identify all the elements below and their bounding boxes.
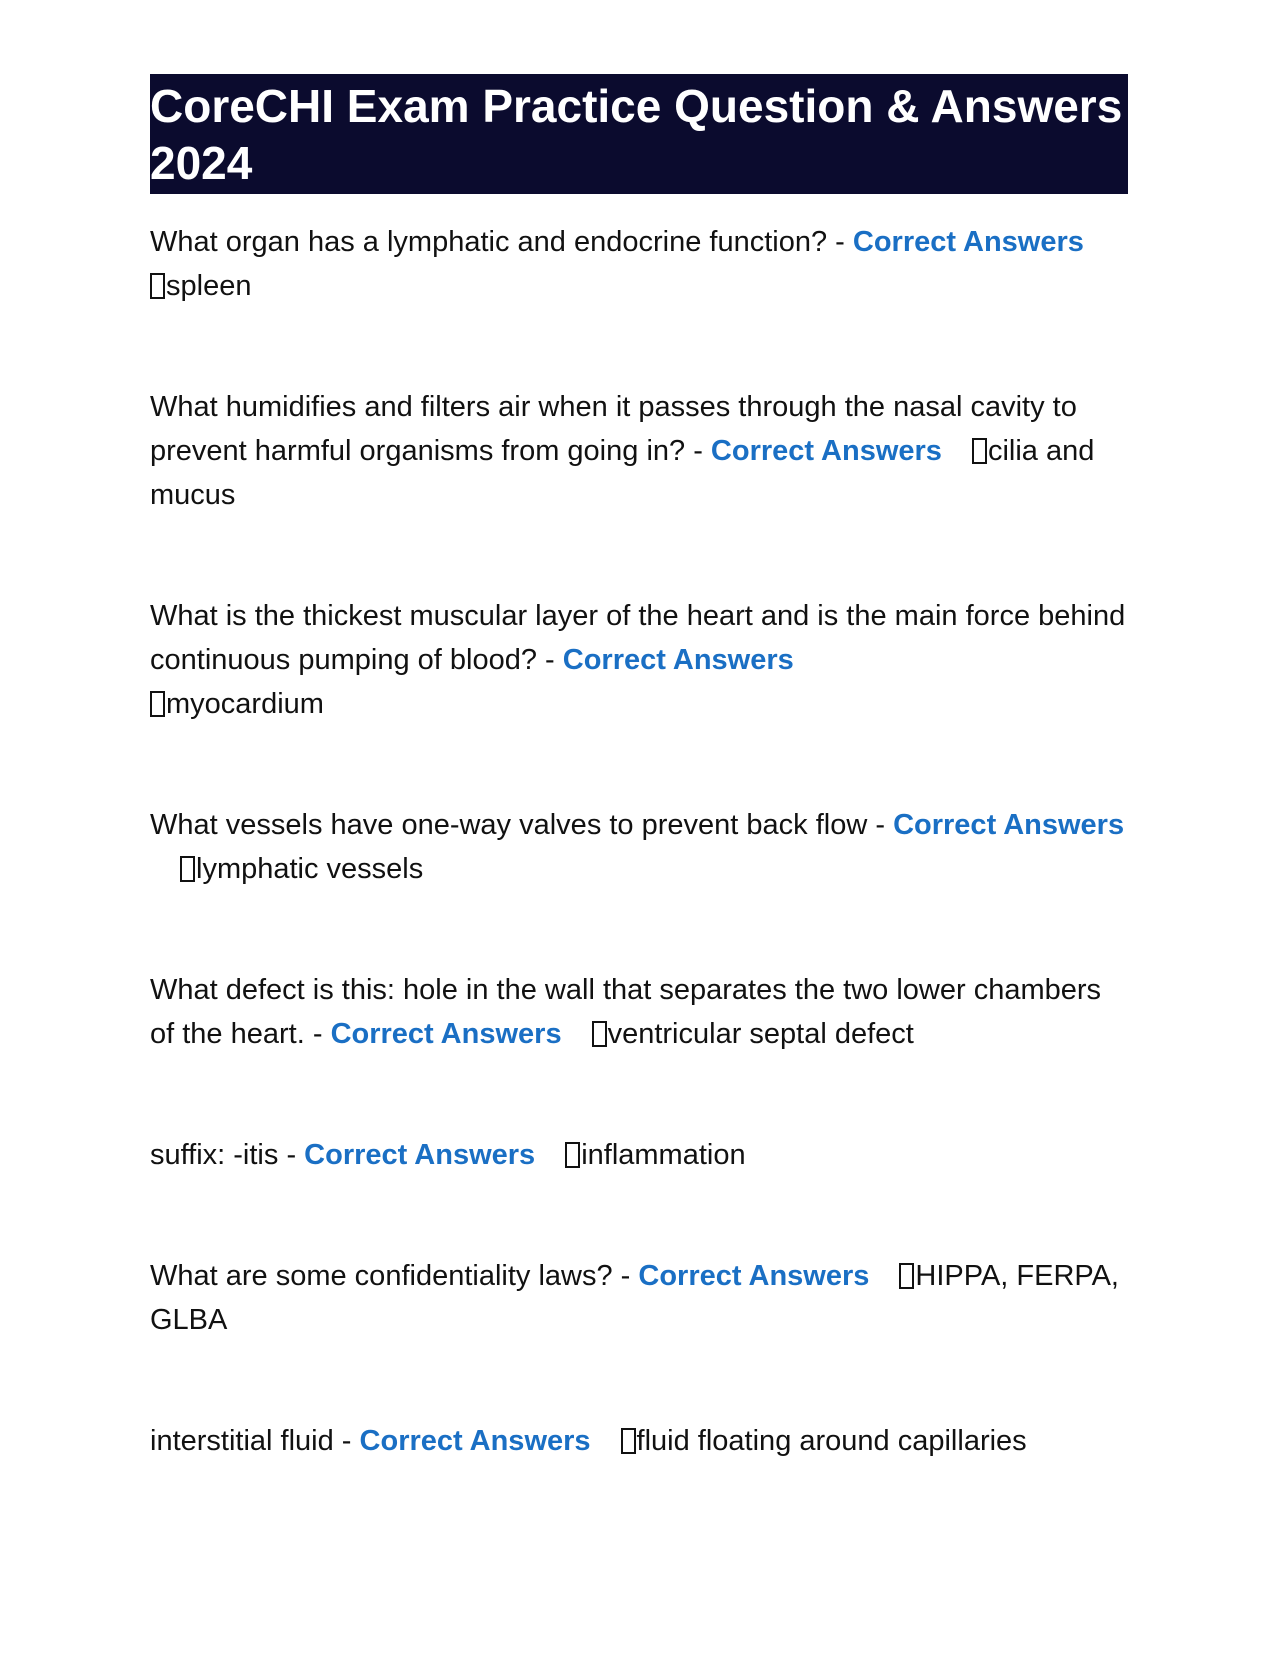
- separator: -: [685, 435, 711, 467]
- question-text: interstitial fluid: [150, 1425, 334, 1457]
- answer-text: inflammation: [581, 1139, 746, 1171]
- qa-item: [150, 968, 1128, 1056]
- qa-item: [150, 1254, 1128, 1342]
- qa-item: [150, 1419, 1128, 1463]
- qa-list: [150, 220, 1128, 1463]
- answer-text: ventricular septal defect: [607, 1018, 914, 1050]
- question-text: What organ has a lymphatic and endocrine function?: [150, 226, 828, 258]
- document-page: [150, 74, 1128, 1540]
- correct-answers-label: Correct Answers: [710, 435, 942, 467]
- placeholder-glyph-icon: [180, 856, 195, 882]
- document-title: CoreCHI Exam Practice Question & Answers 2024: [150, 74, 1128, 194]
- qa-item: [150, 594, 1128, 726]
- placeholder-glyph-icon: [592, 1021, 607, 1047]
- answer-text: lymphatic vessels: [196, 853, 424, 885]
- qa-item: [150, 385, 1128, 517]
- placeholder-glyph-icon: [150, 273, 165, 299]
- question-text: What vessels have one-way valves to prevent back flow: [150, 809, 868, 841]
- correct-answers-label: Correct Answers: [562, 644, 794, 676]
- placeholder-glyph-icon: [565, 1142, 580, 1168]
- question-text: What are some confidentiality laws?: [150, 1260, 613, 1292]
- separator: -: [304, 1018, 331, 1050]
- correct-answers-label: Correct Answers: [852, 226, 1084, 258]
- placeholder-glyph-icon: [899, 1263, 914, 1289]
- separator: -: [278, 1139, 305, 1171]
- answer-text: fluid floating around capillaries: [636, 1425, 1027, 1457]
- answer-text: cilia and mucus: [150, 435, 1095, 511]
- answer-text: HIPPA, FERPA, GLBA: [150, 1260, 1119, 1336]
- correct-answers-label: Correct Answers: [638, 1260, 870, 1292]
- correct-answers-label: Correct Answers: [359, 1425, 591, 1457]
- separator: -: [827, 226, 853, 258]
- correct-answers-label: Correct Answers: [304, 1139, 536, 1171]
- placeholder-glyph-icon: [621, 1428, 636, 1454]
- correct-answers-label: Correct Answers: [330, 1018, 562, 1050]
- qa-item: [150, 803, 1128, 891]
- question-text: What defect is this: hole in the wall that separates the two lower chambers of the heart.: [150, 974, 1102, 1050]
- separator: -: [536, 644, 563, 676]
- placeholder-glyph-icon: [972, 438, 987, 464]
- question-text: suffix: -itis: [150, 1139, 279, 1171]
- separator: -: [867, 809, 894, 841]
- qa-item: [150, 220, 1128, 308]
- separator: -: [333, 1425, 360, 1457]
- separator: -: [612, 1260, 639, 1292]
- qa-item: [150, 1133, 1128, 1177]
- correct-answers-label: Correct Answers: [893, 809, 1125, 841]
- answer-text: myocardium: [166, 688, 324, 720]
- question-text: What is the thickest muscular layer of the heart and is the main force behind continuous pumping of blood?: [150, 600, 1126, 676]
- placeholder-glyph-icon: [150, 691, 165, 717]
- answer-text: spleen: [166, 270, 252, 302]
- question-text: What humidifies and filters air when it passes through the nasal cavity to prevent harmful organisms from going in?: [150, 391, 1077, 467]
